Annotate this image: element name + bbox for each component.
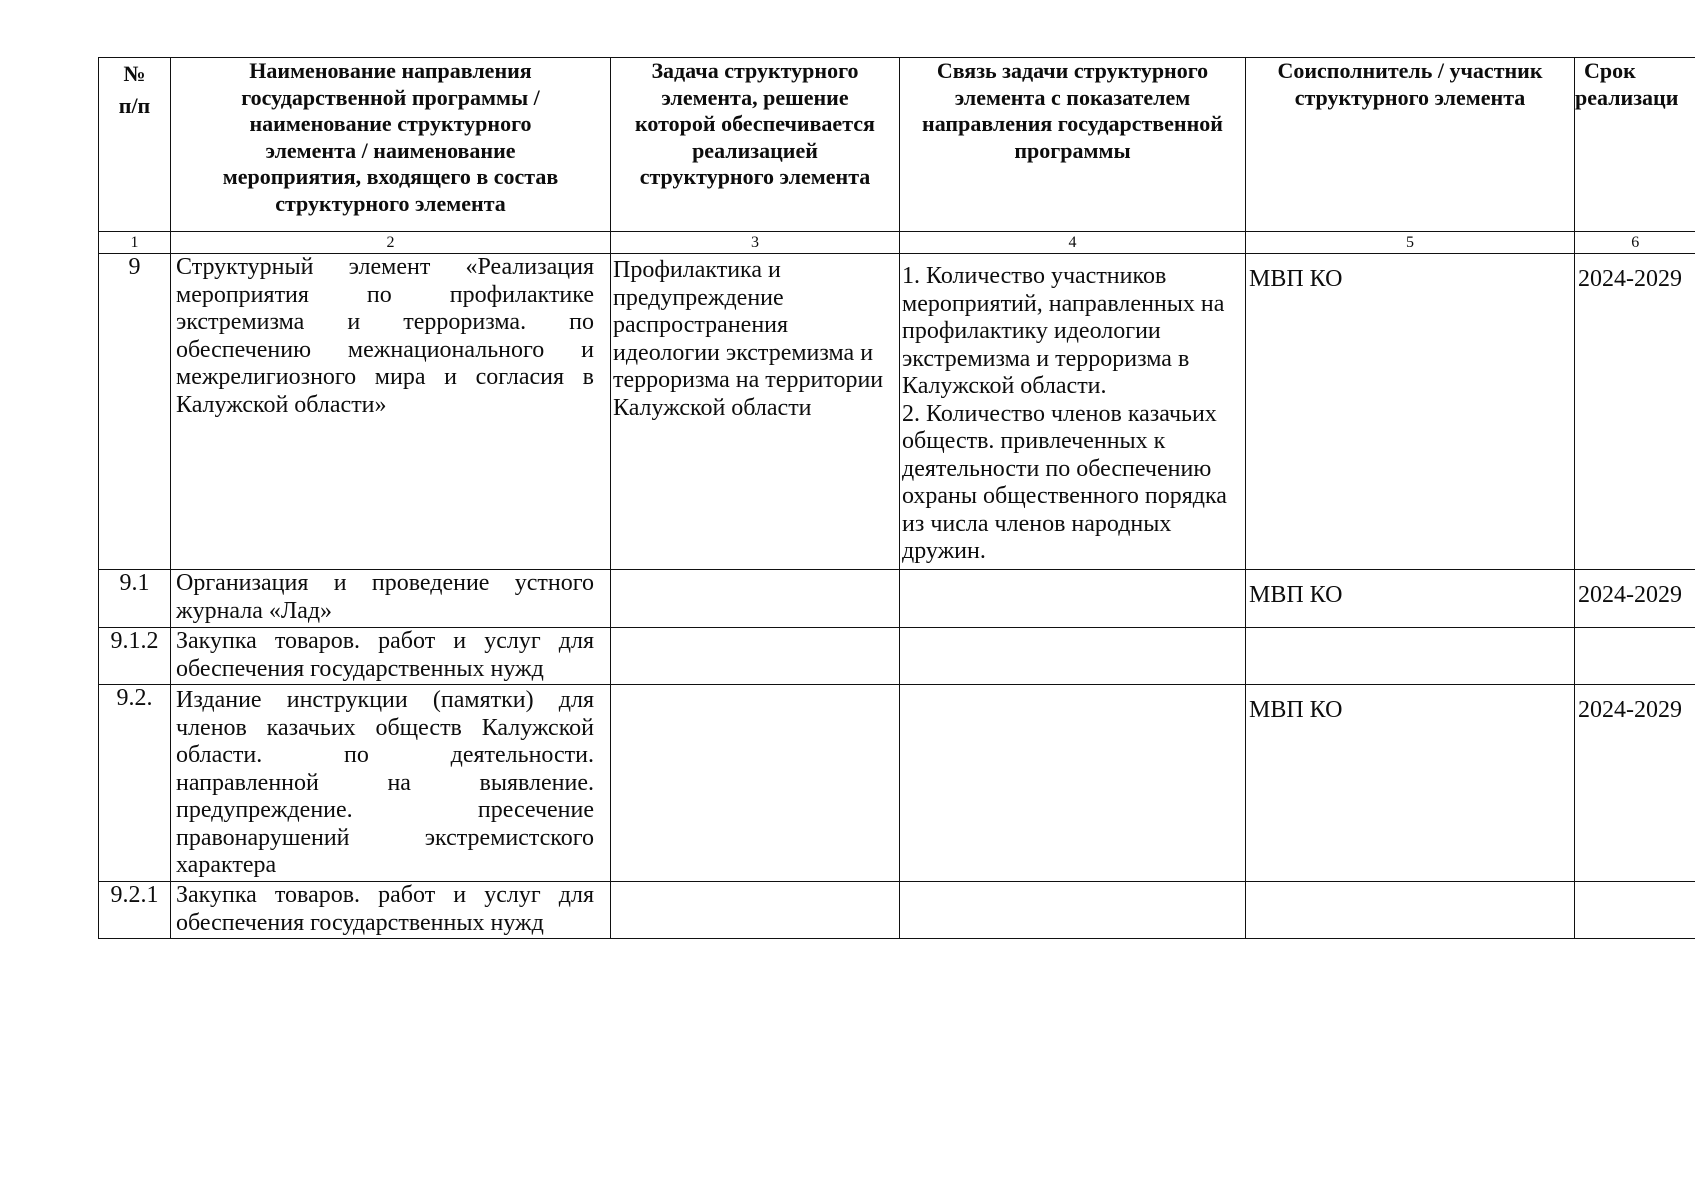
text-line: Калужской области» xyxy=(176,391,387,418)
text-line: журнала «Лад» xyxy=(176,597,333,624)
header-number-cell xyxy=(99,58,171,232)
text-line: предупреждение xyxy=(613,284,784,311)
row-number-cell: 9.2.1 xyxy=(99,882,171,939)
text-line: мероприятий, направленных на xyxy=(902,290,1225,317)
text-line: Профилактика и xyxy=(613,257,781,283)
text-line: членов казачьих обществ Калужской xyxy=(176,714,594,741)
text-line: межрелигиозного мира и согласия в xyxy=(176,364,594,390)
text-line: Калужской области. xyxy=(902,373,1107,399)
text-line: профилактику идеологии xyxy=(902,318,1161,344)
row-period-cell xyxy=(1575,882,1695,939)
row-name-cell xyxy=(171,570,611,628)
table-row xyxy=(99,882,1695,939)
table-row xyxy=(99,685,1695,882)
text-line: Соисполнитель / участник xyxy=(1277,58,1543,83)
text-line: наименование структурного xyxy=(249,111,532,136)
row-task-cell xyxy=(611,882,900,939)
text-line: из числа членов народных xyxy=(902,510,1172,537)
text-line: структурного элемента xyxy=(1294,84,1526,110)
row-task-cell xyxy=(611,628,900,685)
text-line: деятельности по обеспечению xyxy=(902,455,1212,482)
text-line: реализаци xyxy=(1575,84,1679,110)
row-task-cell xyxy=(611,570,900,628)
text-line: которой обеспечивается xyxy=(635,111,875,136)
row-number-cell: 9 xyxy=(99,254,171,570)
column-number-cell: 3 xyxy=(611,232,900,254)
text-line: направленной на выявление. xyxy=(176,769,594,796)
text-line: 2. Количество членов казачьих xyxy=(902,400,1217,427)
row-name-cell xyxy=(171,882,611,939)
text-line: Наименование направления xyxy=(249,58,532,83)
text-line: терроризма на территории xyxy=(613,367,884,393)
text-line: элемента, решение xyxy=(661,84,849,110)
table-row xyxy=(99,254,1695,570)
table-row xyxy=(99,628,1695,685)
header-task-cell xyxy=(611,58,900,232)
text-line: охраны общественного порядка xyxy=(902,483,1227,509)
text-line: характера xyxy=(176,852,277,878)
text-line: распространения xyxy=(613,312,789,338)
table-body xyxy=(99,58,1695,939)
text-line: Структурный элемент «Реализация xyxy=(176,254,594,280)
text-line: структурного элемента xyxy=(275,190,506,216)
text-line: элемента с показателем xyxy=(954,84,1191,110)
row-task-cell xyxy=(611,254,900,570)
text-line: элемента / наименование xyxy=(265,137,516,163)
row-indicator-link-cell xyxy=(900,685,1246,882)
row-number-cell: 9.2. xyxy=(99,685,171,882)
header-executor-cell xyxy=(1246,58,1575,232)
header-row xyxy=(99,58,1695,232)
row-executor-cell xyxy=(1246,882,1575,939)
text-line: идеологии экстремизма и xyxy=(613,339,874,366)
text-line: реализацией xyxy=(692,137,818,163)
text-line: экстремизма и терроризма. по xyxy=(176,309,594,335)
text-line: государственной программы / xyxy=(241,84,540,110)
text-line: обеспечения государственных нужд xyxy=(176,655,544,682)
column-number-cell: 2 xyxy=(171,232,611,254)
text-line: п/п xyxy=(118,93,151,118)
text-line: области. по деятельности. xyxy=(176,742,594,768)
column-number-cell: 4 xyxy=(900,232,1246,254)
text-line: мероприятия, входящего в состав xyxy=(222,164,559,189)
row-name-cell xyxy=(171,628,611,685)
text-line: Издание инструкции (памятки) для xyxy=(176,687,594,713)
row-period-cell: 2024-2029 xyxy=(1575,685,1695,882)
text-line: обществ. привлеченных к xyxy=(902,428,1166,454)
text-line: Закупка товаров. работ и услуг для xyxy=(176,628,594,654)
column-number-row xyxy=(99,232,1695,254)
text-line: обеспечения государственных нужд xyxy=(176,909,544,936)
text-line: предупреждение. пресечение xyxy=(176,797,594,823)
text-line: № xyxy=(123,61,146,86)
text-line: обеспечению межнационального и xyxy=(176,336,594,363)
row-executor-cell: МВП КО xyxy=(1246,570,1575,628)
row-indicator-link-cell xyxy=(900,628,1246,685)
table-row xyxy=(99,570,1695,628)
header-name-cell xyxy=(171,58,611,232)
text-line: структурного элемента xyxy=(639,164,871,189)
row-indicator-link-cell xyxy=(900,882,1246,939)
program-structure-table xyxy=(98,57,1695,939)
column-number-cell: 1 xyxy=(99,232,171,254)
row-period-cell: 2024-2029 xyxy=(1575,254,1695,570)
header-period-cell xyxy=(1575,58,1695,232)
text-line: правонарушений экстремистского xyxy=(176,824,594,851)
row-number-cell: 9.1.2 xyxy=(99,628,171,685)
text-line: мероприятия по профилактике xyxy=(176,281,594,308)
text-line: Организация и проведение устного xyxy=(176,570,594,596)
text-line: Калужской области xyxy=(613,394,812,421)
row-task-cell xyxy=(611,685,900,882)
text-line: 1. Количество участников xyxy=(902,263,1167,289)
text-line: Задача структурного xyxy=(651,58,859,83)
row-name-cell xyxy=(171,254,611,570)
text-line: направления государственной xyxy=(922,111,1223,136)
text-line: дружин. xyxy=(902,538,986,564)
text-line: Срок xyxy=(1584,58,1636,83)
row-name-cell xyxy=(171,685,611,882)
text-line: Связь задачи структурного xyxy=(936,58,1209,83)
column-number-cell: 5 xyxy=(1246,232,1575,254)
header-indicator-link-cell xyxy=(900,58,1246,232)
text-line: программы xyxy=(1014,137,1131,163)
text-line: экстремизма и терроризма в xyxy=(902,345,1190,372)
row-period-cell: 2024-2029 xyxy=(1575,570,1695,628)
text-line: Закупка товаров. работ и услуг для xyxy=(176,882,594,908)
row-indicator-link-cell xyxy=(900,254,1246,570)
row-executor-cell: МВП КО xyxy=(1246,254,1575,570)
row-executor-cell xyxy=(1246,628,1575,685)
row-indicator-link-cell xyxy=(900,570,1246,628)
row-executor-cell: МВП КО xyxy=(1246,685,1575,882)
row-number-cell: 9.1 xyxy=(99,570,171,628)
row-period-cell xyxy=(1575,628,1695,685)
column-number-cell: 6 xyxy=(1575,232,1695,254)
